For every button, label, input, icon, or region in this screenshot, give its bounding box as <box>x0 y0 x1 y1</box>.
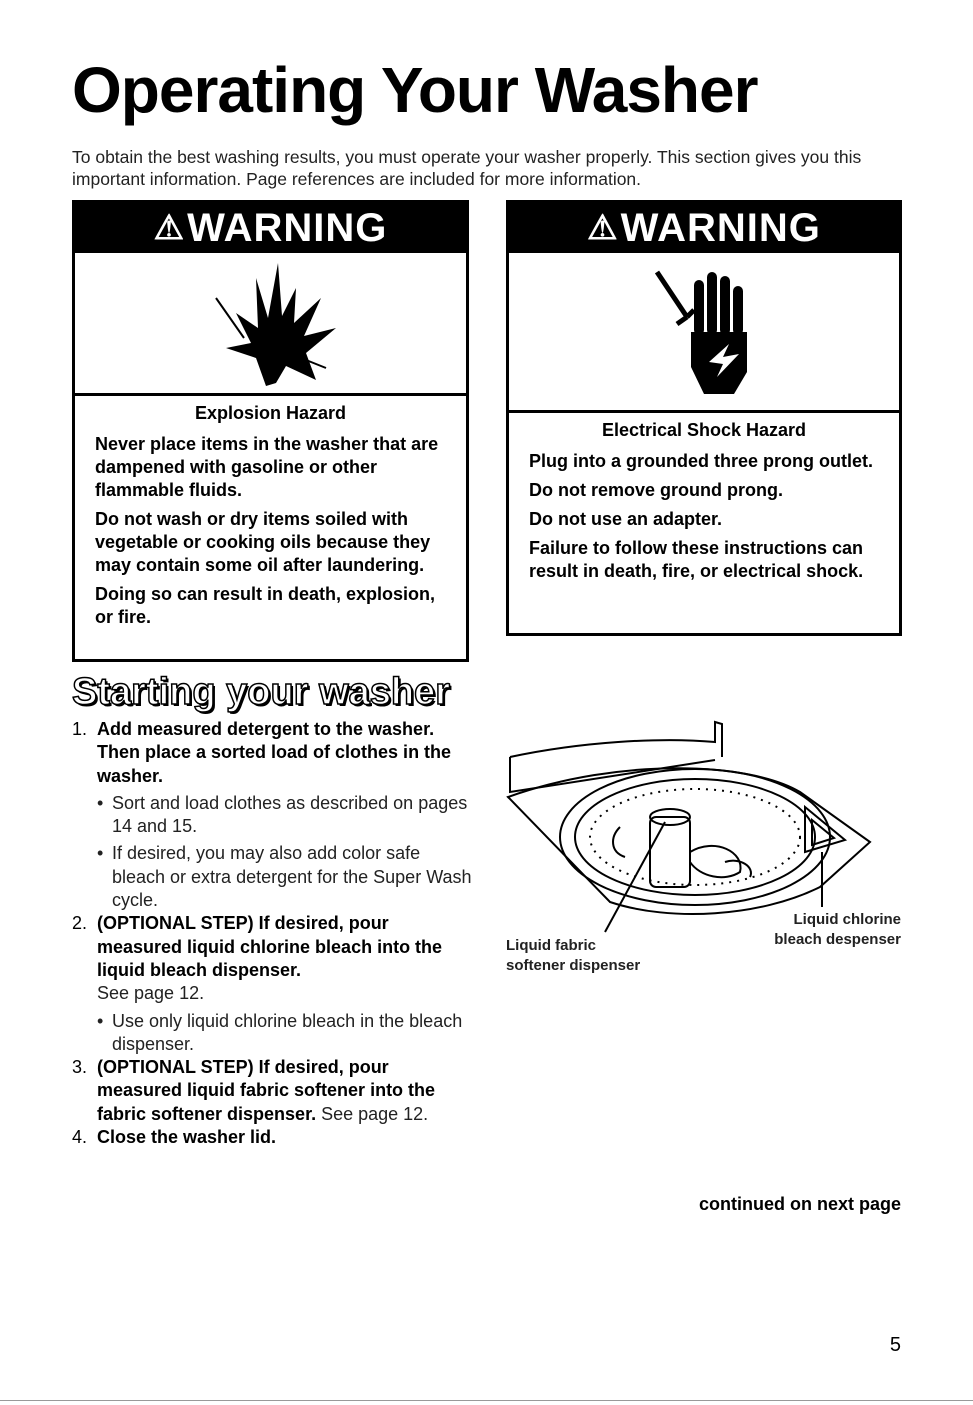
bottom-rule <box>0 1400 973 1401</box>
section-title: Starting your washer <box>72 671 450 713</box>
page-title: Operating Your Washer <box>72 54 758 126</box>
shock-icon-area <box>509 253 899 413</box>
warning-label: WARNING <box>187 205 388 250</box>
explosion-icon <box>196 258 346 388</box>
step-bullet: • If desired, you may also add color safe bleach or extra detergent for the Super Wash cycle. <box>97 842 472 912</box>
step-item <box>72 912 472 1056</box>
caption-line: Liquid chlorine <box>793 911 901 928</box>
step-item <box>72 718 472 912</box>
washer-tub <box>560 769 830 905</box>
warning-triangle-icon: ⚠ <box>153 209 186 247</box>
step-instruction: Add measured detergent to the washer. Then place a sorted load of clothes in the washer. <box>97 719 452 786</box>
warning-line: Never place items in the washer that are dampened with gasoline or other flammable fluids. <box>95 434 439 500</box>
warning-line: Doing so can result in death, explosion, or fire. <box>95 584 436 627</box>
explosion-icon-area <box>75 253 466 396</box>
step-note: See page 12. <box>316 1103 429 1124</box>
step-number: 3. <box>72 1057 88 1078</box>
warning-header <box>75 203 466 253</box>
page-number: 5 <box>889 1334 901 1356</box>
step-bullet: • Use only liquid chlorine bleach in the bleach dispenser. <box>97 1010 472 1057</box>
step-number: 4. <box>72 1127 88 1148</box>
hazard-title: Explosion Hazard <box>194 403 347 423</box>
steps-list <box>72 718 472 1149</box>
continued-note: continued on next page <box>698 1194 901 1214</box>
explosion-warning-box <box>72 200 469 662</box>
washer-lid-edge <box>510 722 722 757</box>
warning-line: Do not use an adapter. <box>529 509 723 529</box>
warning-header <box>509 203 899 253</box>
step-bullet: • Sort and load clothes as described on pages 14 and 15. <box>97 792 472 839</box>
electric-shock-hand-icon <box>639 262 769 402</box>
warning-line: Plug into a grounded three prong outlet. <box>529 451 873 471</box>
shock-warning-box <box>506 200 902 636</box>
caption-line: bleach despenser <box>774 931 901 948</box>
caption-line: softener dispenser <box>506 957 641 974</box>
step-instruction: Close the washer lid. <box>97 1127 277 1148</box>
caption-line: Liquid fabric <box>506 937 596 954</box>
softener-dispenser-caption <box>506 936 640 976</box>
bleach-dispenser-caption <box>774 910 901 950</box>
step-instruction: (OPTIONAL STEP) If desired, pour measured liquid chlorine bleach into the liquid bleach dispenser. <box>97 913 443 980</box>
intro-text: To obtain the best washing results, you must operate your washer properly. This section gives you this important information. Page references are included for more information. <box>72 147 862 189</box>
step-number: 2. <box>72 913 88 934</box>
warning-triangle-icon: ⚠ <box>587 209 619 247</box>
warning-line: Do not remove ground prong. <box>529 480 783 500</box>
warning-line: Failure to follow these instructions can result in death, fire, or electrical shock. <box>529 538 864 581</box>
warning-line: Do not wash or dry items soiled with vegetable or cooking oils because they may contain some oil after laundering. <box>95 509 431 575</box>
step-item <box>72 1126 472 1149</box>
step-instruction: (OPTIONAL STEP) If desired, pour measured liquid fabric softener into the fabric softener dispenser. <box>97 1057 436 1124</box>
warning-label: WARNING <box>620 205 821 250</box>
hazard-title: Electrical Shock Hazard <box>601 420 807 440</box>
step-note: See page 12. <box>97 983 205 1004</box>
step-number: 1. <box>72 719 88 739</box>
step-item <box>72 1056 472 1126</box>
